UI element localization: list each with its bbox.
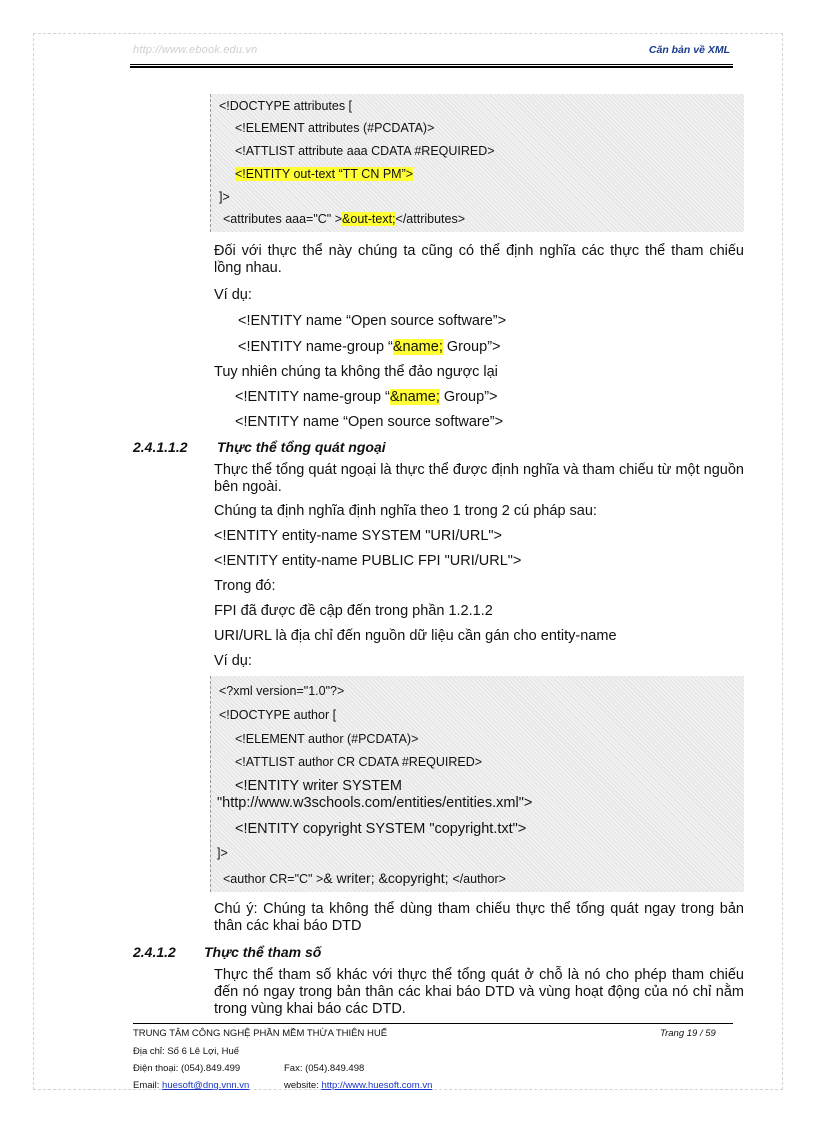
example-line xyxy=(238,339,500,356)
footer-page-number: Trang 19 / 59 xyxy=(660,1028,716,1039)
section-paragraph: Thực thể tổng quát ngoại là thực thể được định nghĩa và tham chiếu từ một nguồn bên ngoài. xyxy=(214,462,744,495)
code-line: <!DOCTYPE attributes [ xyxy=(219,99,353,113)
code-line: ]> xyxy=(219,190,230,204)
code-line: <!ELEMENT author (#PCDATA)> xyxy=(235,732,419,746)
text: Group”> xyxy=(442,339,501,355)
code-line: <!DOCTYPE author [ xyxy=(219,708,337,722)
footer-divider xyxy=(133,1023,733,1024)
text: <!ENTITY name-group “ xyxy=(235,389,390,405)
section-number: 2.4.1.1.2 xyxy=(133,439,188,455)
footer-fax: Fax: (054).849.498 xyxy=(284,1063,365,1074)
code-line: <!ATTLIST attribute aaa CDATA #REQUIRED> xyxy=(235,144,495,158)
example-line: <!ENTITY name “Open source software”> xyxy=(235,414,504,430)
header-divider xyxy=(130,64,733,68)
section-heading-1 xyxy=(133,439,386,455)
code-block-2 xyxy=(210,676,744,892)
footer-email-row xyxy=(133,1080,249,1091)
example-label: Ví dụ: xyxy=(214,287,252,303)
syntax-intro: Chúng ta định nghĩa định nghĩa theo 1 trong 2 cú pháp sau: xyxy=(214,503,597,519)
highlighted-reference: &name; xyxy=(389,389,440,405)
website-label: website: xyxy=(284,1080,322,1091)
website-link[interactable]: http://www.huesoft.com.vn xyxy=(321,1080,433,1091)
code-line: <?xml version="1.0"?> xyxy=(219,684,345,698)
note-line: Tuy nhiên chúng ta không thể đảo ngược lại xyxy=(214,364,498,380)
code-line: ]> xyxy=(217,846,228,860)
example-line xyxy=(235,389,497,406)
uri-line: URI/URL là địa chỉ đến nguồn dữ liệu cần gán cho entity-name xyxy=(214,628,617,644)
code-line-last xyxy=(223,870,506,886)
note-paragraph: Chú ý: Chúng ta không thể dùng tham chiếu thực thể tổng quát ngay trong bản thân các khai báo DTD xyxy=(214,901,744,934)
code-line: <!ATTLIST author CR CDATA #REQUIRED> xyxy=(235,755,483,769)
code-text: <author CR="C" > xyxy=(223,872,324,886)
text: <!ENTITY name-group “ xyxy=(238,339,393,355)
code-line-last xyxy=(223,212,465,226)
section-number: 2.4.1.2 xyxy=(133,944,176,960)
highlighted-reference: &name; xyxy=(392,339,443,355)
code-line: <!ENTITY writer SYSTEM xyxy=(235,778,402,794)
example-label: Ví dụ: xyxy=(214,653,252,669)
email-label: Email: xyxy=(133,1080,163,1091)
section-title: Thực thể tổng quát ngoại xyxy=(217,439,386,455)
where-label: Trong đó: xyxy=(214,578,276,594)
email-link[interactable]: huesoft@dng.vnn.vn xyxy=(162,1080,250,1091)
section-title: Thực thể tham số xyxy=(204,944,322,960)
highlighted-entity-decl: <!ENTITY out-text “TT CN PM”> xyxy=(235,167,414,181)
syntax-line: <!ENTITY entity-name PUBLIC FPI "URI/URL"> xyxy=(214,553,522,569)
code-text: <attributes aaa="C" > xyxy=(223,212,343,226)
code-line xyxy=(235,167,413,181)
text: Group”> xyxy=(439,389,498,405)
footer-org: TRUNG TÂM CÔNG NGHỆ PHẦN MỀM THỪA THIÊN HUẾ xyxy=(133,1028,388,1039)
code-line: <!ENTITY copyright SYSTEM "copyright.txt"> xyxy=(235,821,527,837)
footer-phone: Điện thoại: (054).849.499 xyxy=(133,1063,241,1074)
fpi-line: FPI đã được đề cập đến trong phần 1.2.1.2 xyxy=(214,603,493,619)
header-doc-title: Căn bản về XML xyxy=(648,44,730,56)
code-line: <!ELEMENT attributes (#PCDATA)> xyxy=(235,121,435,135)
code-text: </attributes> xyxy=(395,212,466,226)
code-text: </author> xyxy=(452,872,506,886)
example-line: <!ENTITY name “Open source software”> xyxy=(238,313,507,329)
footer-website-row xyxy=(284,1080,432,1091)
paragraph-nested-entities: Đối với thực thể này chúng ta cũng có thể định nghĩa các thực thể tham chiếu lồng nhau. xyxy=(214,243,744,276)
highlighted-reference: &out-text; xyxy=(342,212,396,226)
header-website: http://www.ebook.edu.vn xyxy=(133,44,258,56)
code-text: & writer; &copyright; xyxy=(323,870,453,886)
code-block-1 xyxy=(210,94,744,232)
code-line: "http://www.w3schools.com/entities/entities.xml"> xyxy=(217,795,533,811)
section-heading-2 xyxy=(133,944,321,960)
section-paragraph: Thực thể tham số khác với thực thể tổng quát ở chỗ là nó cho phép tham chiếu đến nó ngay trong bản thân các khai báo DTD và vùng hoạt động của nó chỉ nằm trong vùng khai báo các DTD. xyxy=(214,967,744,1017)
syntax-line: <!ENTITY entity-name SYSTEM "URI/URL"> xyxy=(214,528,503,544)
footer-address: Địa chỉ: Số 6 Lê Lợi, Huế xyxy=(133,1046,240,1057)
